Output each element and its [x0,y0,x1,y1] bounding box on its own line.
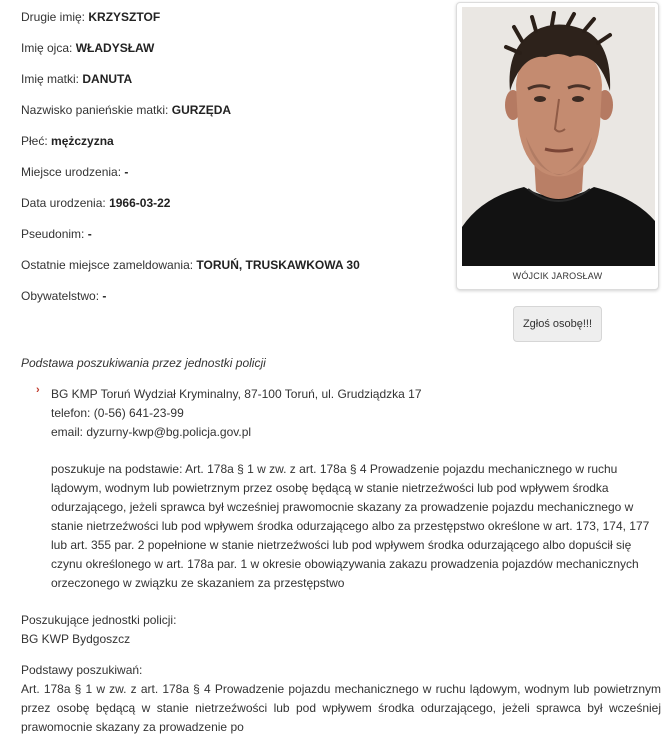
basis-description: poszukuje na podstawie: Art. 178a § 1 w zw. z art. 178a § 4 Prowadzenie pojazdu mechanicznego w ruchu lądowym, wodnym lub powietrznym przez osobę będącą w stanie nietrzeźwości lub pod wpływem środka odurzającego, jeżeli sprawca był wcześniej prawomocnie skazany za prowadzenie pojazdu mechanicznego w stanie nietrzeźwości lub pod wpływem środka odurzającego albo za przestępstwo określone w art. 173, 174, 177 lub art. 355 par. 2 popełnione w stanie nietrzeźwości lub pod wpływem środka odurzającego albo dopuścił się czynu określonego w art. 178a par. 1 w okresie obowiązywania zakazu prowadzenia pojazdów mechanicznych orzeczonego w związku ze skazaniem za przestępstwo [51,462,650,590]
field-father-name [21,40,154,56]
report-person-button[interactable]: Zgłoś osobę!!! [513,306,602,342]
field-value: TORUŃ, TRUSKAWKOWA 30 [196,258,360,272]
field-value: - [102,289,107,303]
field-label: Drugie imię: [21,10,86,24]
field-value: mężczyzna [51,134,114,148]
field-label: Obywatelstwo: [21,289,100,303]
searching-units-label: Poszukujące jednostki policji: [21,613,177,627]
field-sex [21,133,114,149]
field-second-name [21,9,160,25]
chevron-right-icon: › [36,384,40,396]
field-value: - [87,227,92,241]
field-label: Imię matki: [21,72,80,86]
suspect-photo [462,7,655,266]
field-residence [21,257,360,273]
field-value: GURZĘDA [171,103,232,117]
field-birth-date [21,195,170,211]
field-label: Nazwisko panieńskie matki: [21,103,169,117]
unit-name: BG KMP Toruń Wydział Kryminalny, 87-100 Toruń, ul. Grudziądzka 17 [51,387,422,401]
field-label: Ostatnie miejsce zameldowania: [21,258,194,272]
field-value: KRZYSZTOF [88,10,161,24]
field-label: Miejsce urodzenia: [21,165,122,179]
field-mother-maiden-name [21,102,231,118]
field-birth-place [21,164,128,180]
field-value: 1966-03-22 [109,196,171,210]
police-unit-contact [51,385,656,442]
field-value: DANUTA [82,72,133,86]
field-mother-name [21,71,132,87]
portrait-image [462,7,655,266]
search-basis-text: Art. 178a § 1 w zw. z art. 178a § 4 Prowadzenie pojazdu mechanicznego w ruchu lądowym, wodnym lub powietrznym przez osobę będącą w stanie nietrzeźwości lub pod wpływem środka odurzającego, jeżeli sprawca był wcześniej prawomocnie skazany za prowadzenie po [21,682,661,734]
field-label: Pseudonim: [21,227,85,241]
basis-heading: Podstawa poszukiwania przez jednostki policji [21,356,266,370]
photo-card[interactable] [456,2,659,290]
field-value: WŁADYSŁAW [75,41,155,55]
field-citizenship [21,288,106,304]
searching-units [21,611,176,649]
unit-phone: telefon: (0-56) 641-23-99 [51,406,184,420]
field-label: Imię ojca: [21,41,73,55]
field-nickname [21,226,92,242]
photo-caption: WÓJCIK JAROSŁAW [512,271,603,281]
field-value: - [124,165,129,179]
unit-email: email: dyzurny-kwp@bg.policja.gov.pl [51,425,252,439]
field-label: Data urodzenia: [21,196,106,210]
field-label: Płeć: [21,134,48,148]
searching-units-value: BG KWP Bydgoszcz [21,632,131,646]
search-basis-label: Podstawy poszukiwań: [21,663,143,677]
